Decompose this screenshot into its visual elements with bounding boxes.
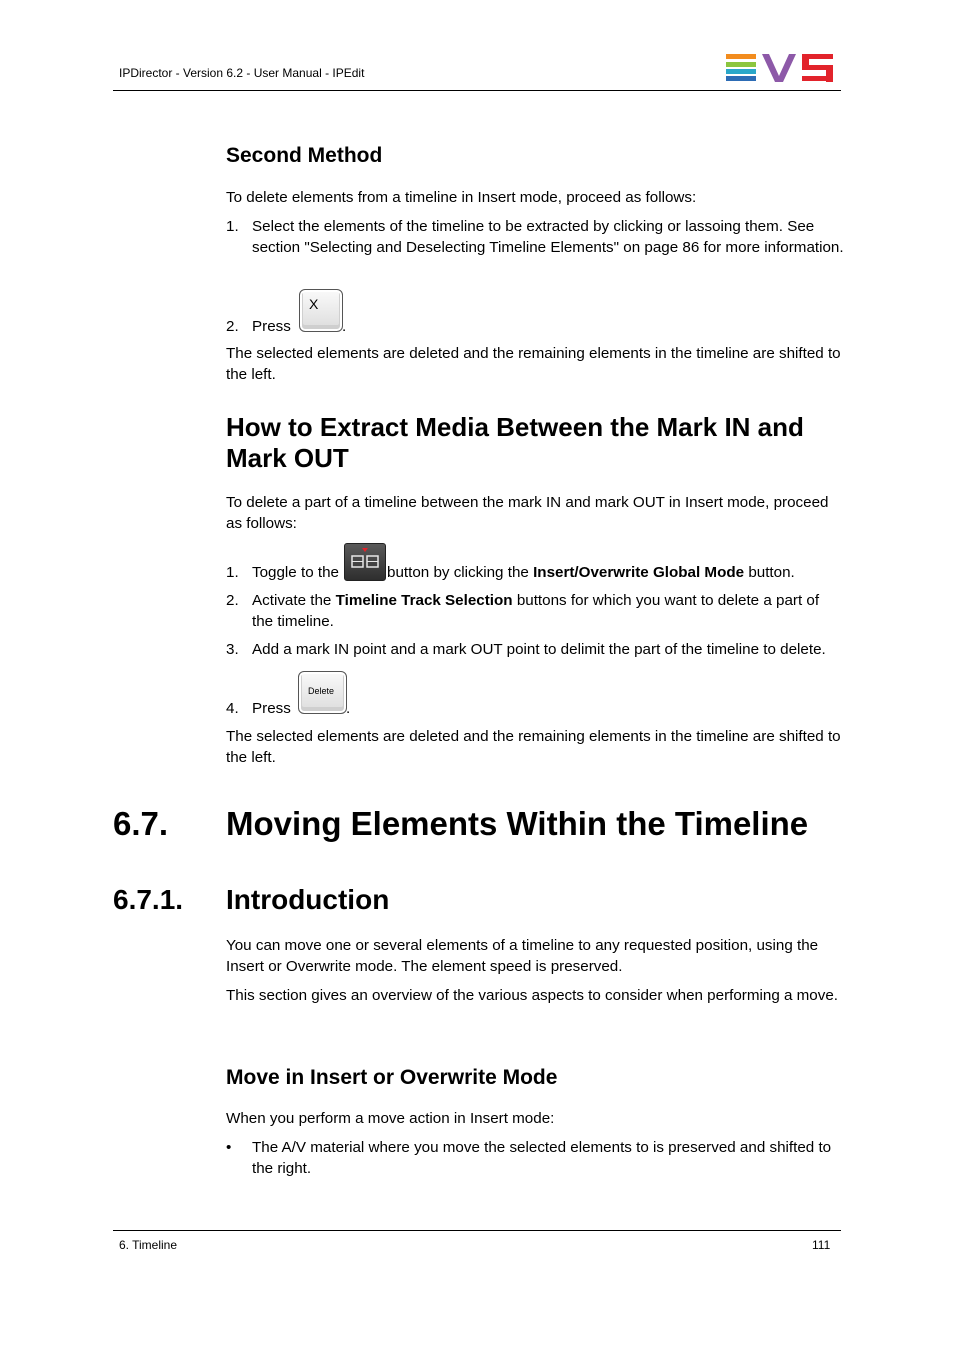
footer-page-number: 111 [812,1238,831,1252]
move-mode-heading: Move in Insert or Overwrite Mode [226,1066,558,1089]
delete-key-icon [298,671,347,714]
step-text: Select the elements of the timeline to be extracted by clicking or lassoing them. See section "Selecting and Deselecting Timeline Elements" on page 86 for more information. [252,218,844,256]
footer-divider [113,1230,841,1231]
insert-mode-icon [344,543,386,581]
logo-v-shape [762,54,796,82]
header-title: IPDirector - Version 6.2 - User Manual - IPEdit [119,66,365,80]
step-text: Toggle to the [252,564,339,581]
step-text-part: button. [748,564,795,581]
step-text [252,590,844,632]
step-number: 1. [226,218,239,235]
step-number: 1. [226,564,239,581]
header-divider [113,90,841,91]
step-punctuation: . [346,700,351,717]
step-text-part: Activate the [252,592,332,609]
section-title: Moving Elements Within the Timeline [226,805,809,842]
intro-paragraph: You can move one or several elements of a timeline to any requested position, using the Insert or Overwrite mode. The element speed is preserved. [226,937,819,975]
extract-heading: How to Extract Media Between the Mark IN and Mark OUT [226,412,804,473]
move-mode-intro: When you perform a move action in Insert mode: [226,1110,555,1127]
step-text: Add a mark IN point and a mark OUT point to delimit the part of the timeline to delete. [252,641,826,658]
step-text: Press [252,318,291,335]
footer-chapter: 6. Timeline [119,1238,178,1252]
key-label: X [309,296,319,312]
evs-logo [726,54,834,82]
extract-intro: To delete a part of a timeline between the mark IN and mark OUT in Insert mode, proceed as follows: [226,494,829,532]
step-number: 4. [226,700,239,717]
bullet-text: The A/V material where you move the selected elements to is preserved and shifted to the right. [252,1139,832,1177]
intro-paragraph: This section gives an overview of the various aspects to consider when performing a move. [226,987,839,1004]
step-text: Press [252,700,291,717]
extract-result: The selected elements are deleted and the remaining elements in the timeline are shifted to the left. [226,728,841,766]
second-method-result: The selected elements are deleted and the remaining elements in the timeline are shifted to the left. [226,345,841,383]
step-text-part: buttons for which you want to delete a part of the timeline. [252,592,820,630]
step-number: 2. [226,592,239,609]
x-key-icon [299,289,343,332]
step-punctuation: . [342,318,347,335]
step-text [387,562,847,583]
second-method-intro: To delete elements from a timeline in Insert mode, proceed as follows: [226,189,697,206]
step-text-bold: Insert/Overwrite Global Mode [533,564,745,581]
second-method-heading: Second Method [226,144,383,167]
subsection-number: 6.7.1. [113,884,184,915]
key-label: Delete [308,686,335,696]
bullet-marker: • [226,1139,232,1156]
step-text-bold: Timeline Track Selection [335,592,513,609]
step-number: 2. [226,318,239,335]
subsection-title: Introduction [226,884,390,915]
step-number: 3. [226,641,239,658]
section-number: 6.7. [113,805,169,842]
step-text-part: button by clicking the [387,564,529,581]
